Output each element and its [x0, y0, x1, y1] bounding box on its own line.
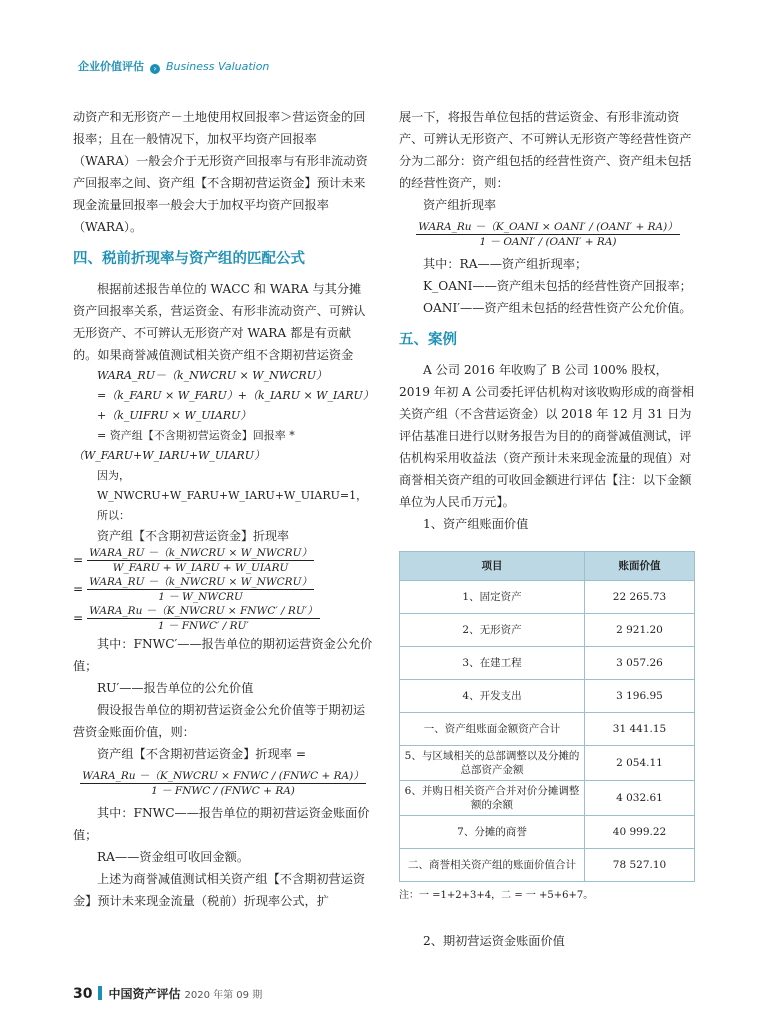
- paragraph: 其中：RA——资产组折现率；: [423, 257, 588, 271]
- equation-line: 因为，W_NWCRU+W_FARU+W_IARU+W_UIARU=1，所以：: [97, 469, 368, 522]
- section-heading: 四、税前折现率与资产组的匹配公式: [73, 251, 305, 267]
- fraction-numerator: WARA_Ru －（K_NWCRU × FNWC / (FNWC + RA)）: [82, 770, 364, 782]
- table-cell: 2 054.11: [585, 746, 695, 781]
- asset-table: [399, 551, 695, 882]
- running-header: [78, 58, 269, 74]
- table-cell: 4 032.61: [585, 781, 695, 816]
- table-row: [400, 713, 695, 746]
- table-row: [400, 680, 695, 713]
- paragraph: RA——资金组可收回金额。: [97, 850, 250, 864]
- fraction: = $\frac{\text{WARA\_RU －（k\_NWCRU × W\_NWCRU）}}{\text{1 － W\_NWCRU}}$: [73, 576, 312, 603]
- table-cell: 3、在建工程: [400, 647, 585, 680]
- table-row: [400, 746, 695, 781]
- fraction-denominator: 1 － W_NWCRU: [158, 591, 243, 603]
- fraction-denominator: 1 － FNWC′ / RU′: [157, 620, 249, 632]
- table-cell: 6、并购日相关资产合并对价分摊调整额的余额: [400, 781, 585, 816]
- equation-line: （W_FARU+W_IARU+W_UIARU）: [73, 449, 265, 462]
- paragraph: 根据前述报告单位的 WACC 和 WARA 与其分摊资产回报率关系，营运资金、有形非流动资产、可辨认无形资产、不可辨认无形资产对 WARA 都是有贡献的。如果商誉减值测试相关资产组不含期初营运资金: [73, 282, 366, 362]
- paragraph: 其中：FNWC——报告单位的期初营运资金账面价值；: [73, 806, 370, 842]
- paragraph: 假设报告单位的期初营运资金公允价值等于期初运营资金账面价值，则：: [73, 703, 366, 739]
- header-cn: 企业价值评估: [78, 60, 144, 73]
- chevron-right-icon: ›: [150, 64, 160, 74]
- table-row: [400, 816, 695, 849]
- table-cell: 31 441.15: [585, 713, 695, 746]
- table-cell: 22 265.73: [585, 581, 695, 614]
- equation-line: WARA_RU－（k_NWCRU × W_NWCRU）: [97, 369, 327, 382]
- table-header: 账面价值: [585, 552, 695, 581]
- paragraph: 上述为商誉减值测试相关资产组【不含期初营运资金】预计未来现金流量（税前）折现率公式，扩: [73, 872, 366, 908]
- table-row: [400, 647, 695, 680]
- table-cell: 一、资产组账面金额资产合计: [400, 713, 585, 746]
- fraction-denominator: W_FARU + W_IARU + W_UIARU: [112, 562, 289, 574]
- fraction-numerator: WARA_Ru －（K_NWCRU × FNWC′ / RU′）: [89, 605, 318, 617]
- fraction: [73, 769, 373, 798]
- fraction-denominator: 1 － FNWC / (FNWC + RA): [151, 785, 295, 797]
- table-cell: 5、与区域相关的总部调整以及分摊的总部资产金额: [400, 746, 585, 781]
- paragraph: 动资产和无形资产－土地使用权回报率＞营运资金的回报率；且在一般情况下，加权平均资产回报率（WARA）一般会介于无形资产回报率与有形非流动资产回报率之间、资产组【不含期初营运资金】预计未来现金流量回报率一般会大于加权平均资产回报率（WARA）。: [73, 110, 368, 234]
- table-cell: 78 527.10: [585, 849, 695, 882]
- fraction: = $\frac{\text{WARA\_RU －（k\_NWCRU × W\_NWCRU）}}{\text{W\_FARU + W\_IARU + W\_UIARU}}$: [73, 547, 312, 574]
- table-cell: 7、分摊的商誉: [400, 816, 585, 849]
- equation-line: 资产组【不含期初营运资金】折现率: [97, 529, 290, 543]
- paragraph: 资产组【不含期初营运资金】折现率 =: [97, 747, 307, 761]
- table-header: 项目: [400, 552, 585, 581]
- table-cell: 2 921.20: [585, 614, 695, 647]
- page-number: 30: [73, 986, 93, 1002]
- paragraph: 其中：FNWC′——报告单位的期初运营资金公允价值；: [73, 637, 373, 673]
- paragraph: 展一下，将报告单位包括的营运资金、有形非流动资产、可辨认无形资产、不可辨认无形资产等经营性资产分为二部分：资产组包括的经营性资产、资产组未包括的经营性资产，则：: [399, 110, 692, 190]
- table-cell: 2、无形资产: [400, 614, 585, 647]
- left-column: [73, 106, 373, 912]
- table-cell: 1、固定资产: [400, 581, 585, 614]
- equation-line: = 资产组【不含期初营运资金】回报率 *: [97, 429, 295, 442]
- section-heading: 五、案例: [399, 332, 457, 348]
- table-row: [400, 581, 695, 614]
- paragraph: A 公司 2016 年收购了 B 公司 100% 股权，2019 年初 A 公司委托评估机构对该收购形成的商誉相关资产组（不含营运资金）以 2018 年 12 月 31 日为评估基准日进行以财务报告为目的的商誉减值测试，评估机构采用收益法（资产预计未来现金流量的现值）对商誉相关资产组的可收回金额进行评估【注：以下金额单位为人民币万元】。: [399, 363, 695, 509]
- fraction-denominator: 1 － OANI′ / (OANI′ + RA): [479, 236, 617, 248]
- page-footer: [73, 985, 262, 1002]
- table-cell: 二、商誉相关资产组的账面价值合计: [400, 849, 585, 882]
- fraction: = $\frac{\text{WARA\_Ru －（K\_NWCRU × FNWC′ / RU′）}}{\text{1 － FNWC′ / RU′}}$: [73, 605, 318, 632]
- fraction: [399, 220, 697, 249]
- table-row: [400, 781, 695, 816]
- table-row: [400, 614, 695, 647]
- paragraph: 资产组折现率: [423, 198, 497, 212]
- paragraph: 1、资产组账面价值: [423, 517, 529, 531]
- table-cell: 4、开发支出: [400, 680, 585, 713]
- right-column: [399, 106, 697, 952]
- header-en: Business Valuation: [166, 60, 270, 73]
- magazine-title: 中国资产评估: [108, 987, 181, 1001]
- table-cell: 3 057.26: [585, 647, 695, 680]
- footer-divider: [98, 986, 102, 1000]
- equation-line: =（k_FARU × W_FARU）+（k_IARU × W_IARU）+（k_UIFRU × W_UIARU）: [97, 389, 369, 422]
- table-row: [400, 849, 695, 882]
- paragraph: 2、期初营运资金账面价值: [423, 934, 565, 948]
- paragraph: RU′——报告单位的公允价值: [97, 681, 254, 695]
- table-cell: 3 196.95: [585, 680, 695, 713]
- fraction-numerator: WARA_RU －（k_NWCRU × W_NWCRU）: [89, 547, 312, 559]
- fraction-numerator: WARA_Ru －（K_OANI × OANI′ / (OANI′ + RA)）: [418, 221, 678, 233]
- table-cell: 40 999.22: [585, 816, 695, 849]
- paragraph: K_OANI——资产组未包括的经营性资产回报率；: [423, 279, 692, 293]
- paragraph: OANI′——资产组未包括的经营性资产公允价值。: [423, 301, 692, 315]
- fraction-numerator: WARA_RU －（k_NWCRU × W_NWCRU）: [89, 576, 312, 588]
- issue-label: 2020 年第 09 期: [184, 990, 263, 1001]
- table-note: 注：一 =1+2+3+4，二 = 一 +5+6+7。: [399, 890, 594, 901]
